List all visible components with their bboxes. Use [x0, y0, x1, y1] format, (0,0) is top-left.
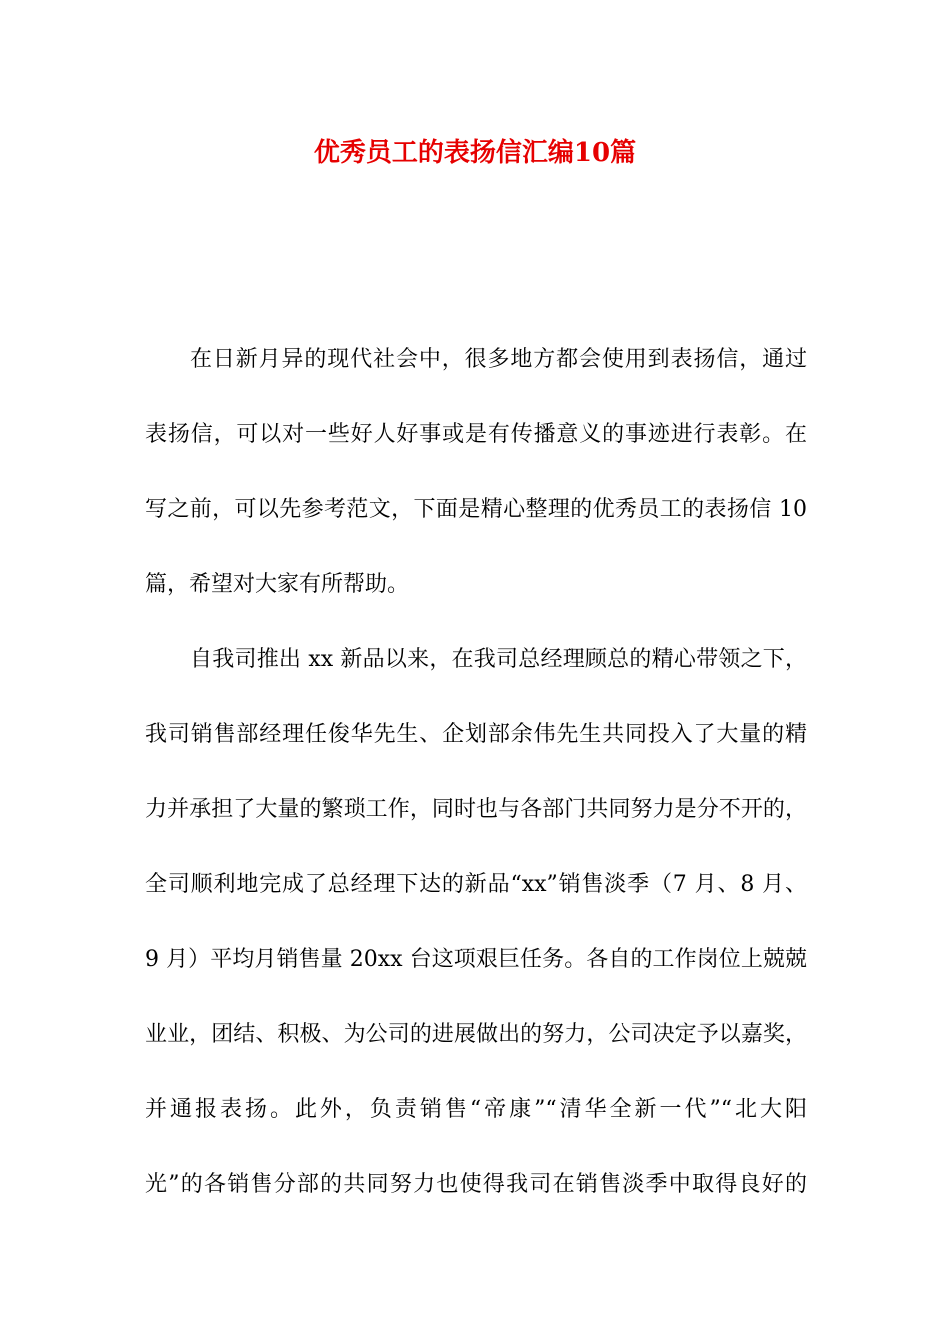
- paragraph-2-line-6: 业业，团结、积极、为公司的进展做出的努力，公司决定予以嘉奖，: [145, 1022, 807, 1047]
- paragraph-2-line-3: 力并承担了大量的繁琐工作，同时也与各部门共同努力是分不开的，: [145, 797, 807, 822]
- paragraph-1-line-2: 表扬信，可以对一些好人好事或是有传播意义的事迹进行表彰。在: [145, 422, 807, 447]
- document-title: 优秀员工的表扬信汇编10篇: [313, 138, 637, 168]
- paragraph-2-line-7: 并通报表扬。此外，负责销售“帝康”“清华全新一代”“北大阳: [145, 1097, 807, 1122]
- paragraph-2-line-4: 全司顺利地完成了总经理下达的新品“xx”销售淡季（7 月、8 月、: [145, 872, 807, 897]
- paragraph-2-line-5: 9 月）平均月销售量 20xx 台这项艰巨任务。各自的工作岗位上兢兢: [145, 947, 807, 972]
- document-body: [145, 322, 807, 1222]
- paragraph-2-line-8: 光”的各销售分部的共同努力也使得我司在销售淡季中取得良好的: [145, 1172, 807, 1197]
- paragraph-2-line-1: 自我司推出 xx 新品以来，在我司总经理顾总的精心带领之下，: [190, 647, 807, 672]
- paragraph-1-line-4: 篇，希望对大家有所帮助。: [145, 572, 410, 597]
- paragraph-1-line-3: 写之前，可以先参考范文，下面是精心整理的优秀员工的表扬信 10: [145, 497, 807, 522]
- paragraph-2-line-2: 我司销售部经理任俊华先生、企划部余伟先生共同投入了大量的精: [145, 722, 807, 747]
- paragraph-1-line-1: 在日新月异的现代社会中，很多地方都会使用到表扬信，通过: [190, 347, 807, 372]
